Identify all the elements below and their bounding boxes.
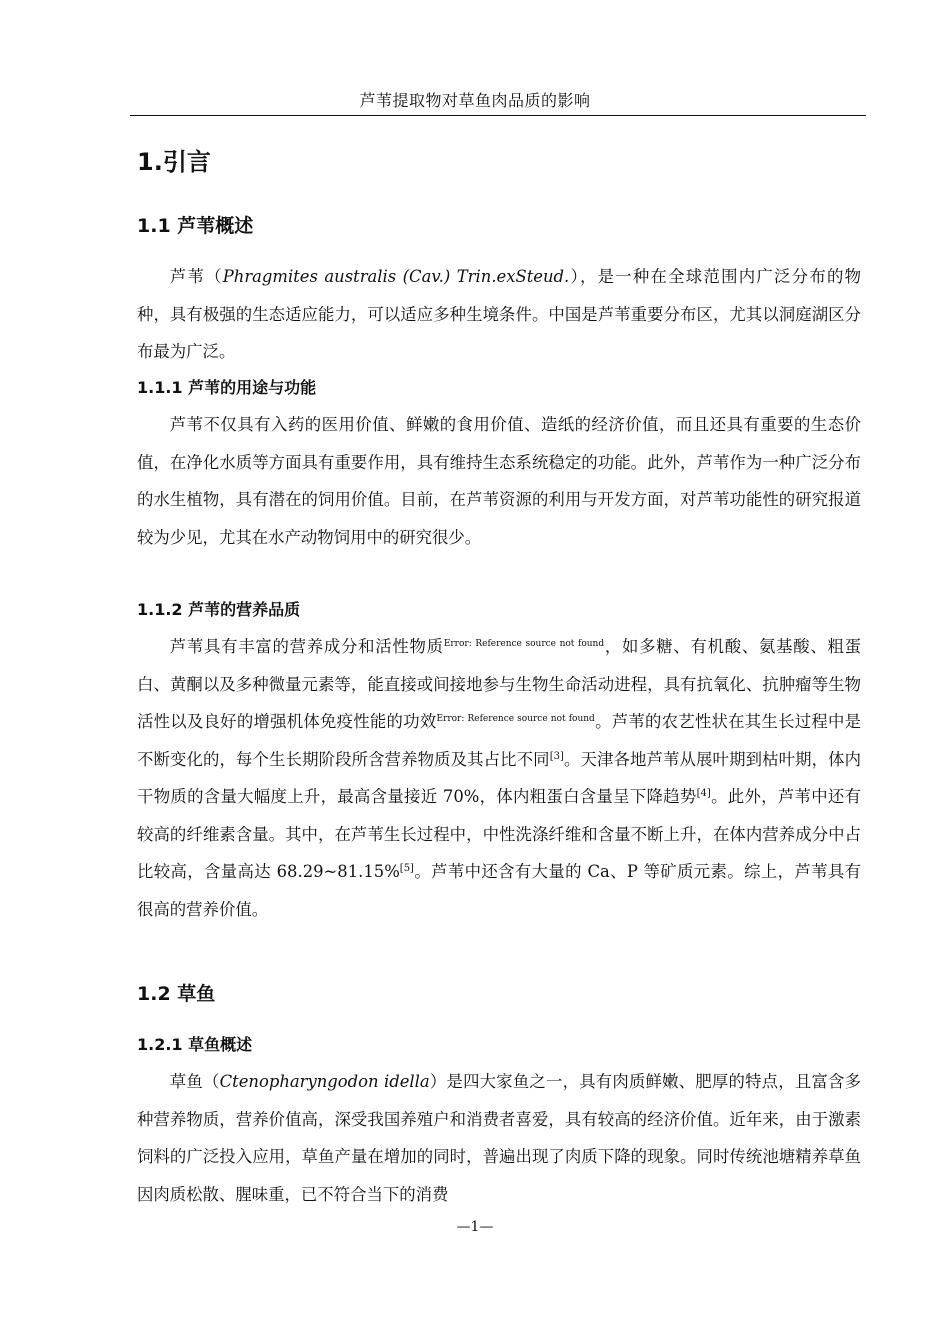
carp-text-a: 草鱼（: [169, 1072, 220, 1091]
nutrition-text-6: 。芦苇中还含有大量的 Ca、P 等矿质元素。综上，芦苇具有很高的营养价值。: [137, 862, 861, 919]
section-heading-1-2-1: 1.2.1 草鱼概述: [137, 1035, 253, 1054]
nutrition-text-1: 芦苇具有丰富的营养成分和活性物质: [169, 637, 444, 656]
nutrition-text-4: 。天津各地芦苇从展叶期到枯叶期，体内干物质的含量大幅度上升，最高含量接近 70%，体内粗蛋白含量呈下降趋势: [137, 749, 862, 806]
nutrition-text-2: ，如多糖、有机酸、氨基酸、粗蛋白、黄酮以及多种微量元素等，能直接或间接地参与生物生命活动进程，具有抗氧化、抗肿瘤等生物活性以及良好的增强机体免疫性能的功效: [137, 637, 862, 731]
carp-text-b: ）是四大家鱼之一，具有肉质鲜嫩、肥厚的特点，且富含多种营养物质，营养价值高，深受我国养殖户和消费者喜爱，具有较高的经济价值。近年来，由于激素饲料的广泛投入应用，草鱼产量在增加的同时，普遍出现了肉质下降的现象。同时传统池塘精养草鱼因肉质松散、腥味重，已不符合当下的消费: [137, 1072, 862, 1204]
running-header-title: 芦苇提取物对草鱼肉品质的影响: [359, 91, 591, 110]
citation-3: [3]: [549, 750, 564, 762]
citation-5: [5]: [399, 863, 414, 874]
paragraph-reed-uses: 芦苇不仅具有入药的医用价值、鲜嫩的食用价值、造纸的经济价值，而且还具有重要的生态价值，在净化水质等方面具有重要作用，具有维持生态系统稳定的功能。此外，芦苇作为一种广泛分布的水生植物，具有潜在的饲用价值。目前，在芦苇资源的利用与开发方面，对芦苇功能性的研究报道较为少见，尤其在水产动物饲用中的研究很少。: [137, 415, 861, 547]
reed-overview-text-a: 芦苇（: [169, 267, 223, 286]
nutrition-text-3: 。芦苇的农艺性状在其生长过程中是不断变化的，每个生长期阶段所含营养物质及其占比不同: [137, 712, 862, 769]
section-heading-1-1-1: 1.1.1 芦苇的用途与功能: [137, 378, 317, 397]
reference-error-1: Error: Reference source not found: [443, 639, 605, 649]
page-number: —1—: [456, 1219, 494, 1235]
section-heading-1-1: 1.1 芦苇概述: [137, 215, 254, 237]
section-heading-1-2: 1.2 草鱼: [137, 983, 216, 1005]
paragraph-reed-nutrition: [137, 628, 861, 928]
paragraph-grass-carp-overview: [137, 1063, 861, 1213]
citation-4: [4]: [696, 788, 711, 799]
paragraph-reed-overview: [137, 258, 861, 371]
header-divider: [130, 115, 866, 116]
section-heading-1-1-2: 1.1.2 芦苇的营养品质: [137, 600, 301, 619]
section-heading-1: 1.引言: [137, 148, 211, 176]
reed-overview-text-b: ），是一种在全球范围内广泛分布的物种，具有极强的生态适应能力，可以适应多种生境条件。中国是芦苇重要分布区，尤其以洞庭湖区分布最为广泛。: [137, 267, 861, 361]
reference-error-2: Error: Reference source not found: [436, 714, 595, 724]
reed-latin-name: Phragmites australis (Cav.) Trin.exSteud.: [222, 267, 570, 286]
nutrition-text-5: 。此外，芦苇中还有较高的纤维素含量。其中，在芦苇生长过程中，中性洗涤纤维和含量不断上升，在体内营养成分中占比较高，含量高达 68.29~81.15%: [137, 787, 862, 881]
carp-latin-name: Ctenopharyngodon idella: [219, 1072, 430, 1091]
